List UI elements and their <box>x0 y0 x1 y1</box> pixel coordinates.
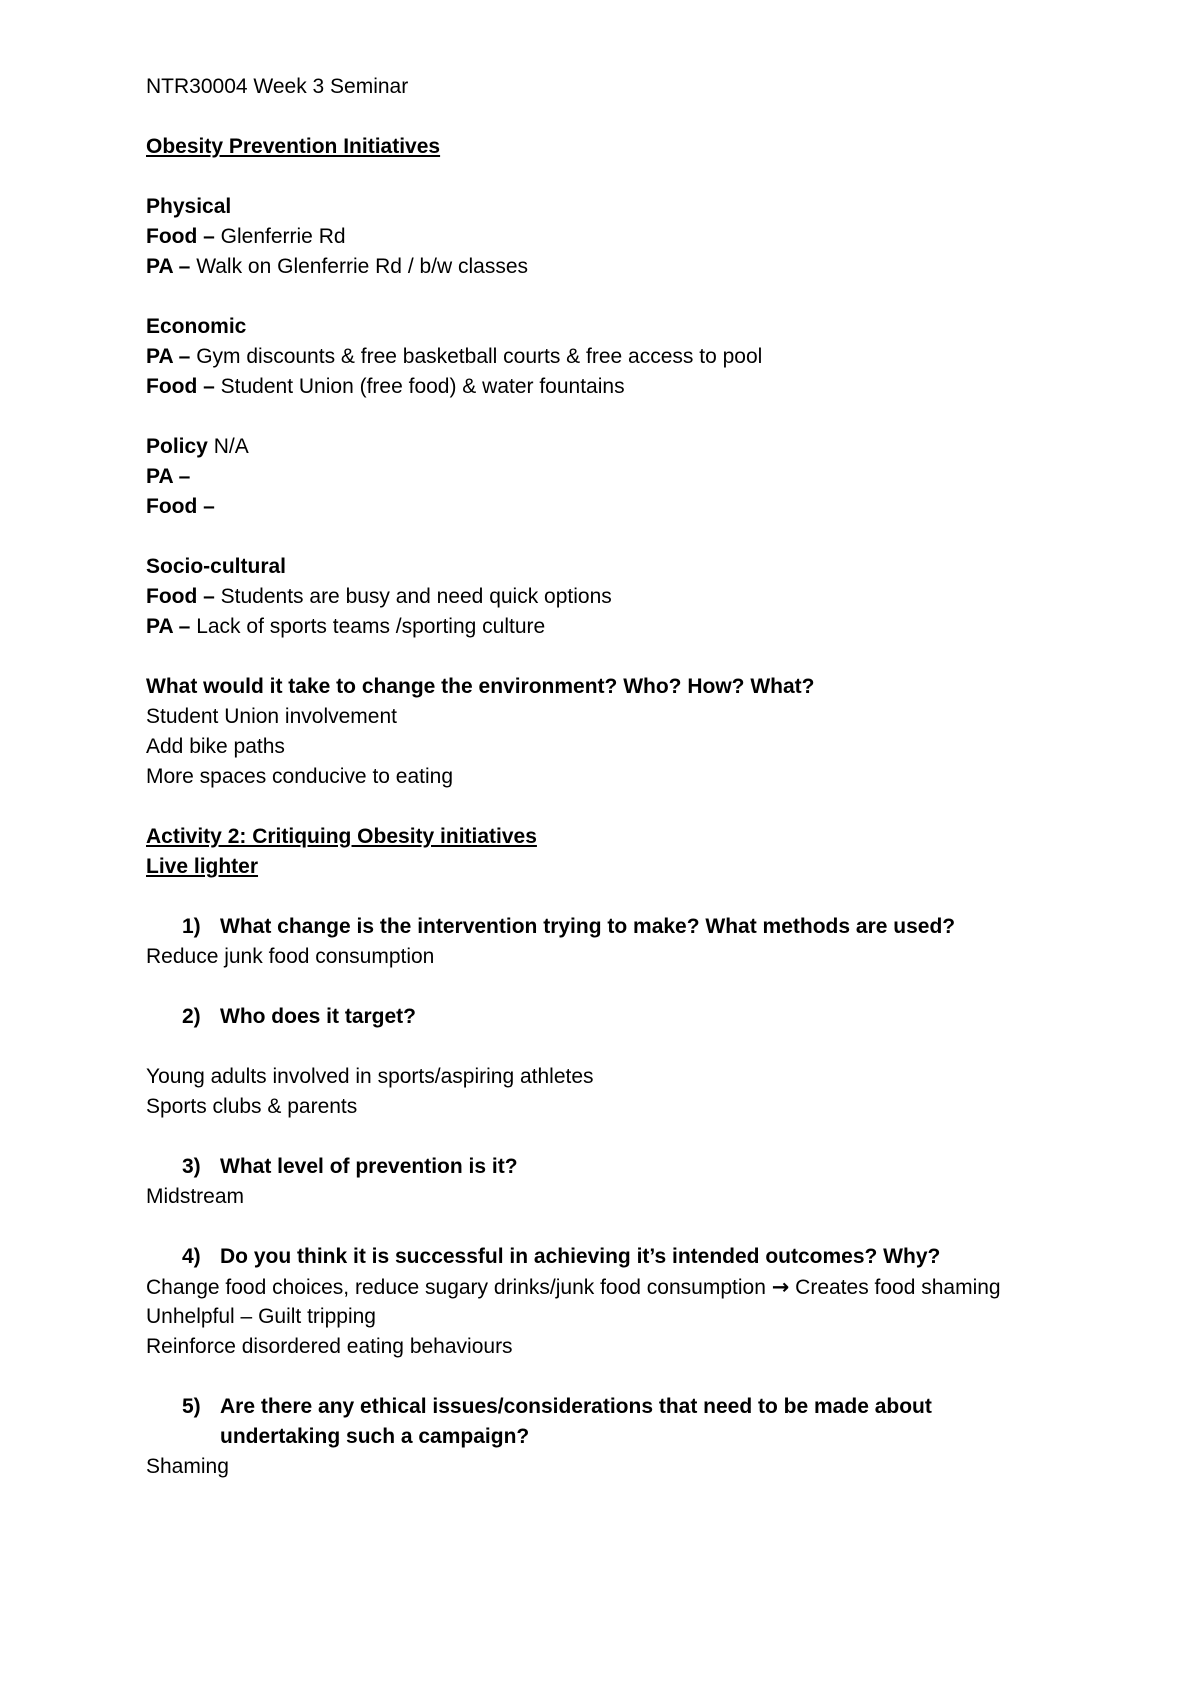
question-1 <box>146 912 1146 942</box>
question-number: 2) <box>182 1005 201 1028</box>
physical-food-text: Glenferrie Rd <box>214 225 346 248</box>
section-subtitle-live-lighter: Live lighter <box>146 855 259 878</box>
heading-policy-line <box>146 432 1146 462</box>
policy-note: N/A <box>207 435 249 458</box>
answer-4: Unhelpful – Guilt tripping <box>146 1305 376 1328</box>
question-text: Are there any ethical issues/considerations that need to be made about <box>220 1395 932 1418</box>
answer-4-result: Creates food shaming <box>789 1276 1001 1299</box>
question-text: What level of prevention is it? <box>220 1155 518 1178</box>
heading-economic: Economic <box>146 315 247 338</box>
question-4 <box>146 1242 1146 1272</box>
label-pa: PA – <box>146 345 191 368</box>
section-title-activity-2: Activity 2: Critiquing Obesity initiatives <box>146 825 537 848</box>
change-answer: Student Union involvement <box>146 705 397 728</box>
heading-physical: Physical <box>146 195 232 218</box>
heading-policy: Policy <box>146 435 208 458</box>
question-5-continued: undertaking such a campaign? <box>220 1425 530 1448</box>
question-text: Who does it target? <box>220 1005 416 1028</box>
economic-pa-text: Gym discounts & free basketball courts & free access to pool <box>190 345 763 368</box>
change-answer: More spaces conducive to eating <box>146 765 454 788</box>
question-5 <box>146 1392 1146 1422</box>
answer-4-text: Change food choices, reduce sugary drinks/junk food consumption <box>146 1276 772 1299</box>
economic-pa-line <box>146 342 1146 372</box>
economic-food-line <box>146 372 1146 402</box>
sociocultural-pa-text: Lack of sports teams /sporting culture <box>190 615 546 638</box>
question-number: 5) <box>182 1395 201 1418</box>
document-page <box>146 72 1146 1482</box>
answer-3: Midstream <box>146 1185 245 1208</box>
label-food: Food – <box>146 375 215 398</box>
answer-2: Sports clubs & parents <box>146 1095 358 1118</box>
label-pa: PA – <box>146 255 191 278</box>
question-text: Do you think it is successful in achieving it’s intended outcomes? Why? <box>220 1245 941 1268</box>
sociocultural-food-text: Students are busy and need quick options <box>214 585 612 608</box>
arrow-right-icon: → <box>771 1275 790 1299</box>
sociocultural-food-line <box>146 582 1146 612</box>
question-3 <box>146 1152 1146 1182</box>
policy-food-line: Food – <box>146 495 215 518</box>
question-2 <box>146 1002 1146 1032</box>
label-food: Food – <box>146 585 215 608</box>
label-pa: PA – <box>146 615 191 638</box>
answer-5: Shaming <box>146 1455 229 1478</box>
answer-4-line <box>146 1272 1146 1302</box>
label-food: Food – <box>146 225 215 248</box>
question-number: 1) <box>182 915 201 938</box>
sociocultural-pa-line <box>146 612 1146 642</box>
economic-food-text: Student Union (free food) & water fountains <box>214 375 625 398</box>
heading-sociocultural: Socio-cultural <box>146 555 287 578</box>
answer-2: Young adults involved in sports/aspiring athletes <box>146 1065 594 1088</box>
change-answer: Add bike paths <box>146 735 285 758</box>
question-number: 3) <box>182 1155 201 1178</box>
answer-4: Reinforce disordered eating behaviours <box>146 1335 513 1358</box>
physical-pa-line <box>146 252 1146 282</box>
change-question: What would it take to change the environment? Who? How? What? <box>146 675 815 698</box>
physical-food-line <box>146 222 1146 252</box>
answer-1: Reduce junk food consumption <box>146 945 435 968</box>
physical-pa-text: Walk on Glenferrie Rd / b/w classes <box>190 255 529 278</box>
policy-pa-line: PA – <box>146 465 191 488</box>
question-text: What change is the intervention trying to make? What methods are used? <box>220 915 956 938</box>
section-title-obesity-prevention: Obesity Prevention Initiatives <box>146 135 441 158</box>
question-number: 4) <box>182 1245 201 1268</box>
document-header: NTR30004 Week 3 Seminar <box>146 75 409 98</box>
